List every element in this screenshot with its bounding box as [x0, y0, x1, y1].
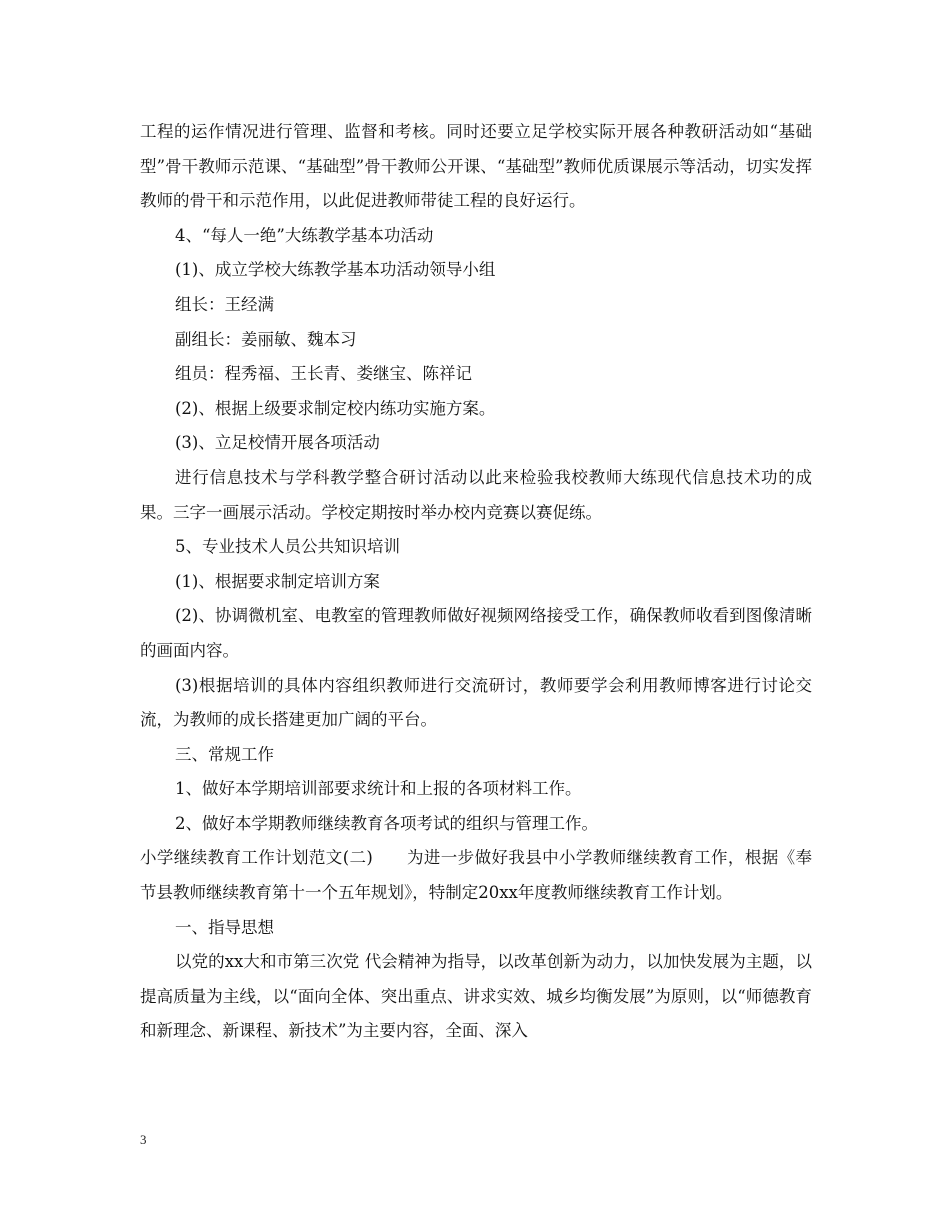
- paragraph-17: 小学继续教育工作计划范文(二) 为进一步做好我县中小学教师继续教育工作，根据《奉节县教师继续教育第十一个五年规划》，特制定20xx年度教师继续教育工作计划。: [140, 848, 812, 903]
- paragraph-12: (2)、协调微机室、电教室的管理教师做好视频网络接受工作，确保教师收看到图像清晰的画面内容。: [140, 606, 812, 660]
- paragraph-11: (1)、根据要求制定培训方案: [175, 571, 380, 591]
- paragraph-9: 进行信息技术与学科教学整合研讨活动以此来检验我校教师大练现代信息技术功的成果。三字一画展示活动。学校定期按时举办校内竞赛以赛促练。: [140, 467, 812, 522]
- paragraph-13: (3)根据培训的具体内容组织教师进行交流研讨，教师要学会利用教师博客进行讨论交流，为教师的成长搭建更加广阔的平台。: [140, 675, 812, 730]
- page-number: 3: [140, 1132, 147, 1147]
- paragraph-8: (3)、立足校情开展各项活动: [175, 433, 380, 453]
- paragraph-18: 一、指导思想: [175, 917, 274, 937]
- paragraph-5: 副组长：姜丽敏、魏本习: [175, 329, 357, 349]
- paragraph-10: 5、专业技术人员公共知识培训: [175, 537, 400, 557]
- document-body: [140, 115, 812, 1049]
- paragraph-14: 三、常规工作: [175, 744, 274, 764]
- paragraph-15: 1、做好本学期培训部要求统计和上报的各项材料工作。: [175, 779, 582, 799]
- paragraph-19: 以党的xx大和市第三次党 代会精神为指导，以改革创新为动力，以加快发展为主题，以提高质量为主线，以“面向全体、突出重点、讲求实效、城乡均衡发展”为原则，以“师德教育和新理念、新课程、新技术”为主要内容，全面、深入: [140, 952, 812, 1041]
- paragraph-4: 组长：王经满: [175, 294, 274, 314]
- paragraph-7: (2)、根据上级要求制定校内练功实施方案。: [175, 398, 496, 418]
- paragraph-6: 组员：程秀福、王长青、娄继宝、陈祥记: [175, 364, 472, 384]
- paragraph-3: (1)、成立学校大练教学基本功活动领导小组: [175, 260, 496, 280]
- paragraph-16: 2、做好本学期教师继续教育各项考试的组织与管理工作。: [175, 813, 598, 833]
- paragraph-2: 4、“每人一绝”大练教学基本功活动: [175, 225, 434, 245]
- paragraph-1: 工程的运作情况进行管理、监督和考核。同时还要立足学校实际开展各种教研活动如“基础型”骨干教师示范课、“基础型”骨干教师公开课、“基础型”教师优质课展示等活动，切实发挥教师的骨干和示范作用，以此促进教师带徒工程的良好运行。: [140, 122, 812, 211]
